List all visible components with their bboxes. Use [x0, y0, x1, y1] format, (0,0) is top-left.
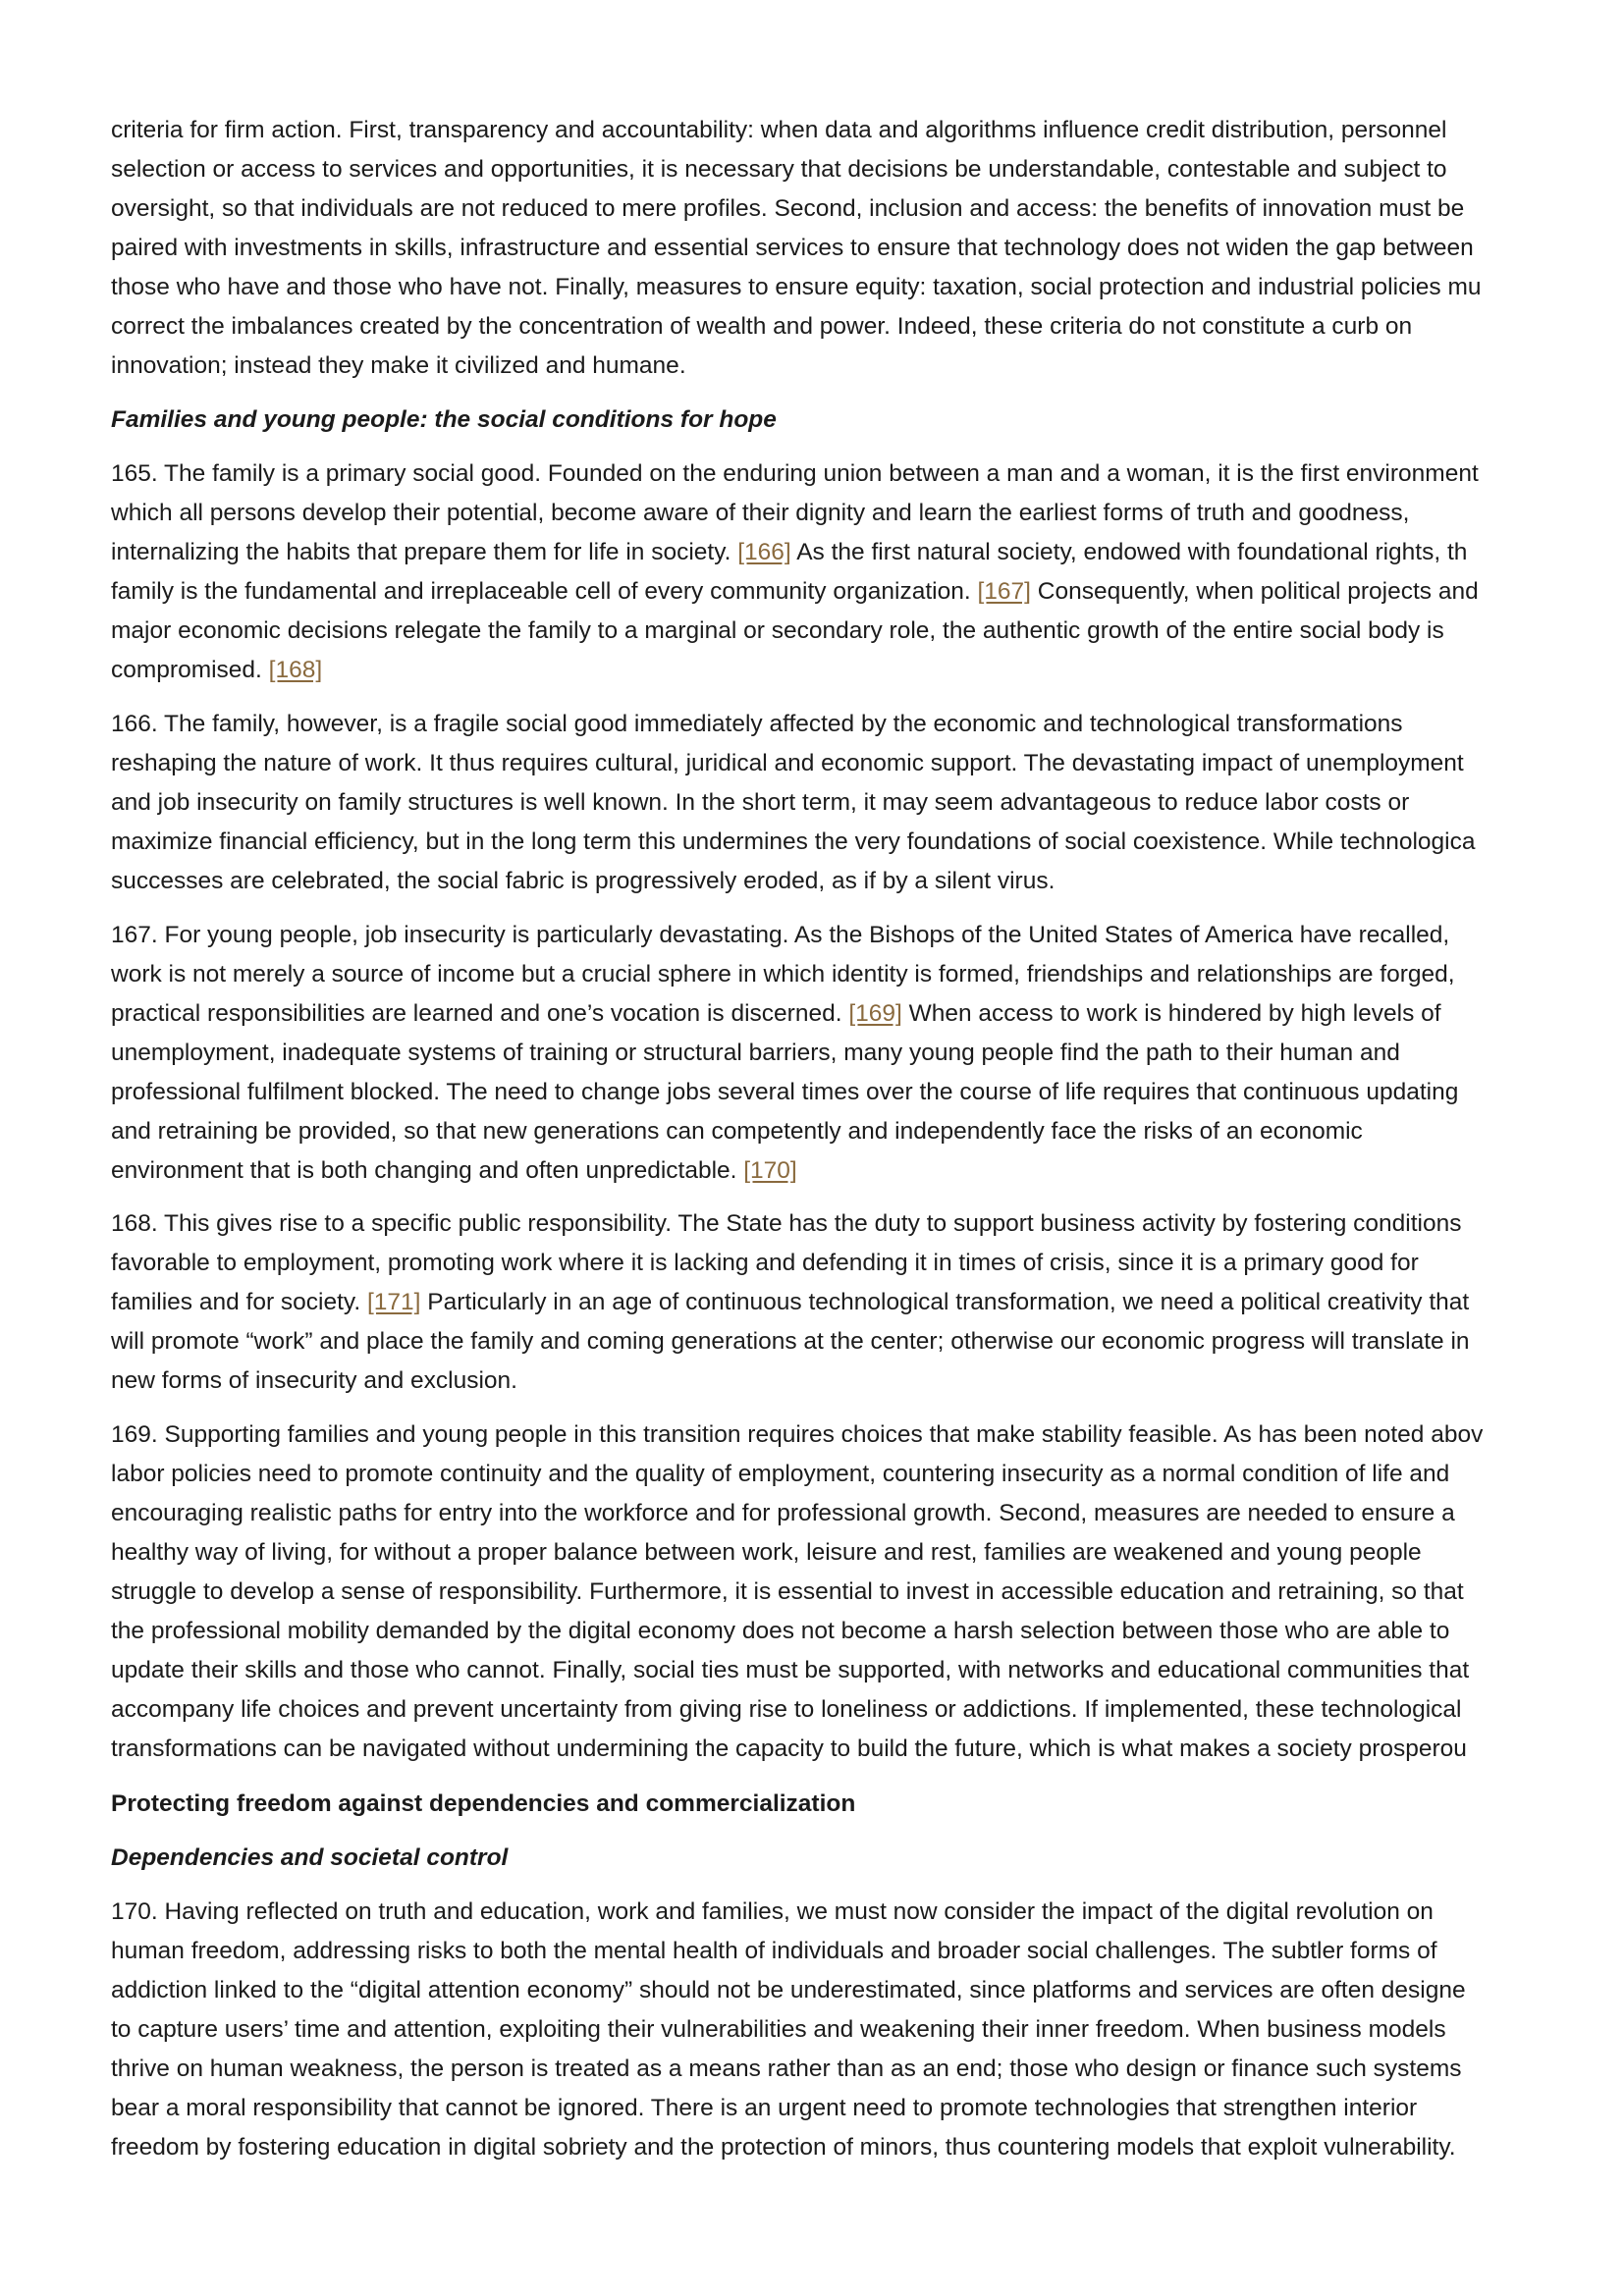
- text-line: [111, 1283, 1566, 1322]
- text-line: freedom by fostering education in digital sobriety and the protection of minors, thus countering models that exploit vulnerability.: [111, 2134, 1456, 2161]
- text-line: healthy way of living, for without a proper balance between work, leisure and rest, families are weakened and young people: [111, 1539, 1422, 1566]
- text-segment: family is the fundamental and irreplaceable cell of every community organization.: [111, 578, 978, 605]
- text-segment: As the first natural society, endowed with foundational rights, th: [790, 539, 1468, 565]
- text-line: favorable to employment, promoting work where it is lacking and defending it in times of crisis, since it is a primary good for: [111, 1250, 1419, 1276]
- text-line: new forms of insecurity and exclusion.: [111, 1367, 517, 1394]
- text-line: correct the imbalances created by the concentration of wealth and power. Indeed, these criteria do not constitute a curb on: [111, 313, 1413, 340]
- text-line: 167. For young people, job insecurity is particularly devastating. As the Bishops of the United States of America have recalled,: [111, 922, 1450, 948]
- text-line: professional fulfilment blocked. The need to change jobs several times over the course of life requires that continuous updating: [111, 1079, 1459, 1105]
- text-segment: Particularly in an age of continuous technological transformation, we need a political creativity that: [420, 1289, 1470, 1315]
- text-line: [111, 533, 1566, 572]
- text-line: oversight, so that individuals are not reduced to mere profiles. Second, inclusion and access: the benefits of innovation must be: [111, 195, 1465, 222]
- text-line: which all persons develop their potential, become aware of their dignity and learn the earliest forms of truth and goodness,: [111, 500, 1410, 526]
- text-line: 165. The family is a primary social good. Founded on the enduring union between a man and a woman, it is the first environment: [111, 460, 1479, 487]
- text-line: 169. Supporting families and young people in this transition requires choices that make stability feasible. As has been noted abov: [111, 1421, 1484, 1448]
- text-segment: Consequently, when political projects and: [1030, 578, 1479, 605]
- text-line: will promote “work” and place the family and coming generations at the center; otherwise our economic progress will translate in: [111, 1328, 1470, 1355]
- footnote-link-168[interactable]: [168]: [268, 657, 323, 683]
- text-line: unemployment, inadequate systems of training or structural barriers, many young people find the path to their human and: [111, 1040, 1400, 1066]
- text-segment: environment that is both changing and often unpredictable.: [111, 1157, 744, 1184]
- document-page: [111, 111, 1566, 2192]
- text-segment: internalizing the habits that prepare them for life in society.: [111, 539, 738, 565]
- text-segment: families and for society.: [111, 1289, 367, 1315]
- text-line: [111, 572, 1566, 612]
- text-line: update their skills and those who cannot. Finally, social ties must be supported, with networks and educational communities that: [111, 1657, 1470, 1683]
- text-line: those who have and those who have not. Finally, measures to ensure equity: taxation, social protection and industrial policies mu: [111, 274, 1482, 300]
- paragraph-168: [111, 1204, 1566, 1401]
- text-line: reshaping the nature of work. It thus requires cultural, juridical and economic support. The devastating impact of unemployment: [111, 750, 1464, 776]
- footnote-link-170[interactable]: [170]: [743, 1157, 797, 1184]
- text-line: addiction linked to the “digital attention economy” should not be underestimated, since platforms and services are often designe: [111, 1977, 1466, 2003]
- text-segment: compromised.: [111, 657, 269, 683]
- text-line: successes are celebrated, the social fabric is progressively eroded, as if by a silent virus.: [111, 868, 1056, 894]
- text-line: [111, 1151, 1566, 1191]
- text-line: criteria for firm action. First, transparency and accountability: when data and algorithms influence credit distribution, personnel: [111, 117, 1447, 143]
- paragraph-169: [111, 1415, 1566, 1769]
- text-line: the professional mobility demanded by the digital economy does not become a harsh selection between those who are able to: [111, 1618, 1450, 1644]
- subsection-heading-dependencies: [111, 1839, 1566, 1878]
- text-line: encouraging realistic paths for entry into the workforce and for professional growth. Second, measures are needed to ensure a: [111, 1500, 1455, 1526]
- footnote-link-171[interactable]: [171]: [366, 1289, 421, 1315]
- text-line: thrive on human weakness, the person is treated as a means rather than as an end; those who design or finance such systems: [111, 2056, 1462, 2082]
- text-line: major economic decisions relegate the family to a marginal or secondary role, the authentic growth of the entire social body is: [111, 617, 1444, 644]
- footnote-link-166[interactable]: [166]: [737, 539, 791, 565]
- text-line: accompany life choices and prevent uncertainty from giving rise to loneliness or addictions. If implemented, these technological: [111, 1696, 1462, 1723]
- section-heading-families: [111, 400, 1566, 440]
- text-line: paired with investments in skills, infrastructure and essential services to ensure that technology does not widen the gap between: [111, 235, 1474, 261]
- text-line: work is not merely a source of income but a crucial sphere in which identity is formed, friendships and relationships are forged,: [111, 961, 1455, 988]
- paragraph-166: [111, 705, 1566, 901]
- footnote-link-169[interactable]: [169]: [848, 1000, 902, 1027]
- heading-text: Protecting freedom against dependencies and commercialization: [111, 1790, 856, 1817]
- paragraph-170: [111, 1893, 1566, 2167]
- paragraph-intro: [111, 111, 1566, 386]
- text-line: 168. This gives rise to a specific public responsibility. The State has the duty to support business activity by fostering conditions: [111, 1210, 1462, 1237]
- text-line: innovation; instead they make it civilized and humane.: [111, 352, 686, 379]
- text-segment: When access to work is hindered by high levels of: [901, 1000, 1441, 1027]
- text-line: and job insecurity on family structures is well known. In the short term, it may seem advantageous to reduce labor costs or: [111, 789, 1410, 816]
- text-line: bear a moral responsibility that cannot be ignored. There is an urgent need to promote technologies that strengthen interior: [111, 2095, 1418, 2121]
- section-heading-protecting-freedom: [111, 1785, 1566, 1824]
- heading-text: Families and young people: the social conditions for hope: [111, 406, 777, 433]
- text-line: human freedom, addressing risks to both the mental health of individuals and broader social challenges. The subtler forms of: [111, 1938, 1437, 1964]
- text-line: [111, 994, 1566, 1034]
- text-segment: practical responsibilities are learned and one’s vocation is discerned.: [111, 1000, 849, 1027]
- text-line: selection or access to services and opportunities, it is necessary that decisions be understandable, contestable and subject to: [111, 156, 1447, 183]
- text-line: struggle to develop a sense of responsibility. Furthermore, it is essential to invest in accessible education and retraining, so that: [111, 1578, 1464, 1605]
- text-line: 166. The family, however, is a fragile social good immediately affected by the economic and technological transformations: [111, 711, 1403, 737]
- text-line: transformations can be navigated without undermining the capacity to build the future, which is what makes a society prosperou: [111, 1735, 1467, 1762]
- text-line: to capture users’ time and attention, exploiting their vulnerabilities and weakening their inner freedom. When business models: [111, 2016, 1446, 2043]
- heading-text: Dependencies and societal control: [111, 1844, 509, 1871]
- text-line: maximize financial efficiency, but in the long term this undermines the very foundations of social coexistence. While technologica: [111, 828, 1476, 855]
- footnote-link-167[interactable]: [167]: [977, 578, 1031, 605]
- text-line: 170. Having reflected on truth and education, work and families, we must now consider the impact of the digital revolution on: [111, 1898, 1434, 1925]
- text-line: labor policies need to promote continuity and the quality of employment, countering insecurity as a normal condition of life and: [111, 1461, 1450, 1487]
- text-line: [111, 651, 1566, 690]
- paragraph-167: [111, 916, 1566, 1191]
- text-line: and retraining be provided, so that new generations can competently and independently face the risks of an economic: [111, 1118, 1363, 1145]
- paragraph-165: [111, 454, 1566, 690]
